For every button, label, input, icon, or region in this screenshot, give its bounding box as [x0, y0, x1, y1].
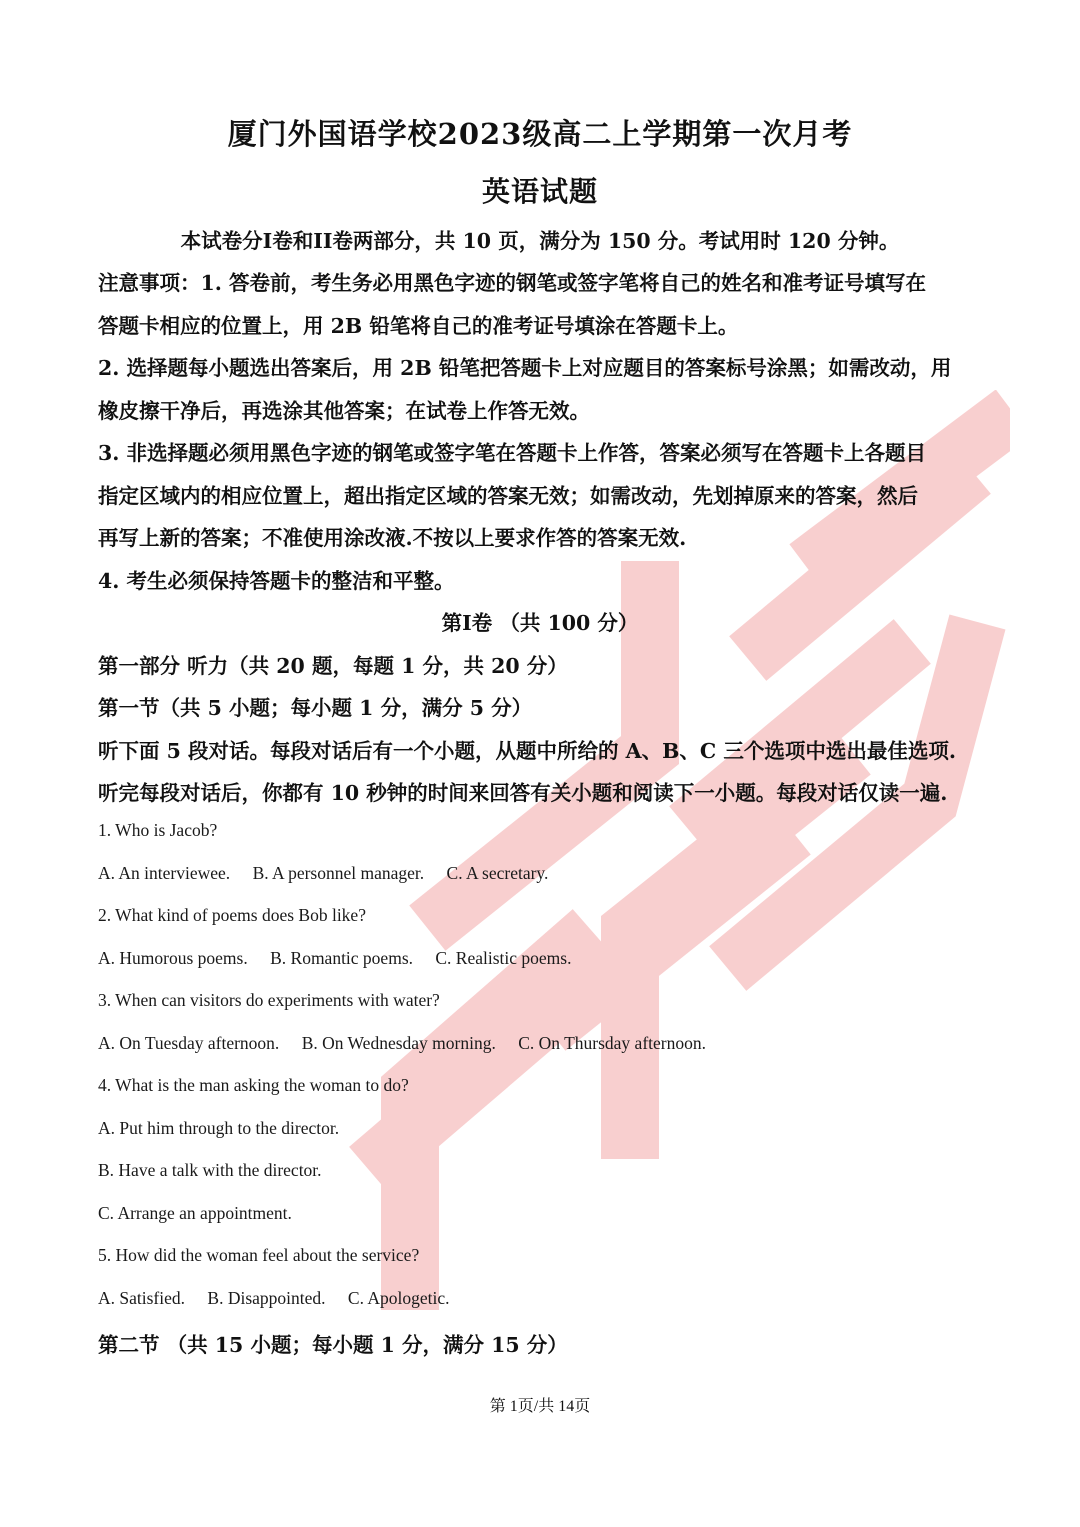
option-c: C. Apologetic.: [347, 1288, 450, 1308]
notes-line-8: 4. 考生必须保持答题卡的整洁和平整。: [98, 569, 455, 593]
question-options: [98, 863, 566, 884]
exam-subtitle: 英语试题: [481, 175, 598, 208]
page-footer: 第 1页/共 14页: [489, 1398, 591, 1415]
option-b: B. Have a talk with the director.: [98, 1160, 322, 1180]
option-b: B. Romantic poems.: [270, 948, 413, 968]
part-heading: 第一部分 听力（共 20 题，每题 1 分，共 20 分）: [98, 654, 568, 678]
option-c: C. A secretary.: [446, 863, 549, 883]
option-a: A. Humorous poems.: [98, 948, 248, 968]
option-c: C. Arrange an appointment.: [98, 1203, 292, 1223]
question-stem: 5. How did the woman feel about the service?: [98, 1245, 420, 1265]
exam-intro: 本试卷分I卷和II卷两部分，共 10 页，满分为 150 分。考试用时 120 分钟。: [180, 229, 900, 253]
question-options: [98, 948, 589, 969]
question-stem: 2. What kind of poems does Bob like?: [98, 905, 366, 925]
section1-instructions-2: 听完每段对话后，你都有 10 秒钟的时间来回答有关小题和阅读下一小题。每段对话仅读一遍.: [98, 781, 948, 805]
notes-line-5: 3. 非选择题必须用黑色字迹的钢笔或签字笔在答题卡上作答，答案必须写在答题卡上各题目: [98, 441, 927, 465]
option-b: B. On Wednesday morning.: [301, 1033, 496, 1053]
section2-heading: 第二节 （共 15 小题；每小题 1 分，满分 15 分）: [98, 1333, 568, 1357]
notes-line-2: 答题卡相应的位置上，用 2B 铅笔将自己的准考证号填涂在答题卡上。: [98, 314, 739, 338]
notes-line-1: 注意事项：1. 答卷前，考生务必用黑色字迹的钢笔或签字笔将自己的姓名和准考证号填写在: [98, 271, 927, 295]
notes-line-3: 2. 选择题每小题选出答案后，用 2B 铅笔把答题卡上对应题目的答案标号涂黑；如需改动，用: [98, 356, 952, 380]
question-stem: 1. Who is Jacob?: [98, 820, 218, 840]
option-a: A. An interviewee.: [98, 863, 231, 883]
question-stem: 3. When can visitors do experiments with water?: [98, 990, 440, 1010]
notes-line-6: 指定区域内的相应位置上，超出指定区域的答案无效；如需改动，先划掉原来的答案，然后: [98, 484, 918, 508]
notes-line-4: 橡皮擦干净后，再选涂其他答案；在试卷上作答无效。: [98, 399, 590, 423]
exam-title: 厦门外国语学校2023级高二上学期第一次月考: [227, 117, 853, 151]
option-c: C. Realistic poems.: [435, 948, 572, 968]
option-b: B. A personnel manager.: [252, 863, 425, 883]
section1-instructions-1: 听下面 5 段对话。每段对话后有一个小题，从题中所给的 A、B、C 三个选项中选出最佳选项.: [98, 739, 956, 763]
question-stem: 4. What is the man asking the woman to do?: [98, 1075, 409, 1095]
option-a: A. Satisfied.: [98, 1288, 186, 1308]
question-options: [98, 1033, 724, 1054]
option-c: C. On Thursday afternoon.: [518, 1033, 706, 1053]
volume-heading: 第I卷 （共 100 分）: [441, 611, 639, 635]
option-a: A. On Tuesday afternoon.: [98, 1033, 280, 1053]
notes-line-7: 再写上新的答案；不准使用涂改液.不按以上要求作答的答案无效.: [98, 526, 687, 550]
question-options: [98, 1288, 467, 1309]
section1-heading: 第一节（共 5 小题；每小题 1 分，满分 5 分）: [98, 696, 533, 720]
option-b: B. Disappointed.: [207, 1288, 326, 1308]
option-a: A. Put him through to the director.: [98, 1118, 340, 1138]
